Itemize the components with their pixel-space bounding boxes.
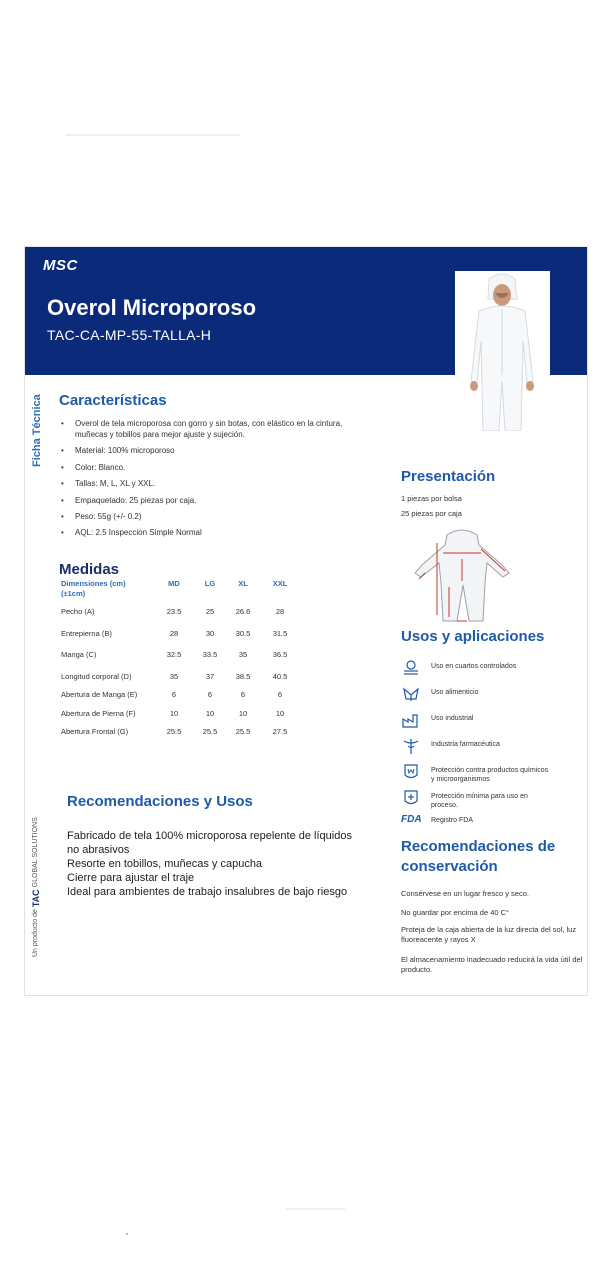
- table-cell: 35: [169, 672, 179, 681]
- product-photo: [455, 271, 550, 431]
- caracteristicas-list: [61, 419, 401, 545]
- table-cell: 10: [205, 709, 215, 718]
- recomendaciones-list: [67, 829, 377, 899]
- conservation-line: Consérvese en un lugar fresco y seco.: [401, 889, 529, 898]
- product-title: Overol Microporoso: [47, 295, 257, 320]
- table-cell: 25.5: [202, 727, 218, 736]
- table-cell: 10: [169, 709, 179, 718]
- use-label: Uso en cuartos controlados: [431, 663, 517, 670]
- list-item: • Color: Blanco.: [61, 463, 401, 479]
- list-item: Fabricado de tela 100% microporosa repelente de líquidos: [67, 830, 352, 842]
- fda-icon: FDA: [401, 814, 422, 825]
- byline-brand: TAC: [31, 889, 41, 908]
- list-item: • Tallas: M, L, XL y XXL.: [61, 479, 401, 495]
- table-cell: 6: [171, 690, 177, 699]
- column-header: XXL: [272, 579, 288, 588]
- table-cell: 26.6: [235, 607, 251, 616]
- use-label: Protección contra productos químicos y microorganismos: [431, 767, 549, 783]
- table-cell: 28: [275, 607, 285, 616]
- byline-suffix: GLOBAL SOLUTIONS: [32, 817, 39, 888]
- list-item: Cierre para ajustar el traje: [67, 872, 195, 884]
- table-cell: 37: [205, 672, 215, 681]
- table-cell: 10: [238, 709, 248, 718]
- table-cell: 25: [205, 607, 215, 616]
- list-item: • Peso: 55g (+/- 0.2): [61, 512, 401, 528]
- table-cell: 27.5: [272, 727, 288, 736]
- table-cell: 33.5: [202, 650, 218, 659]
- list-item: • Empaquetado: 25 piezas por caja.: [61, 496, 401, 512]
- chemical-shield-icon: [401, 763, 421, 781]
- table-cell: 6: [277, 690, 283, 699]
- caduceus-icon: [401, 737, 421, 755]
- column-header: MD: [168, 579, 180, 588]
- use-label: Uso alimenticio: [431, 689, 479, 696]
- brand-byline: [31, 807, 41, 967]
- row-label: Longitud corporal (D): [61, 672, 132, 681]
- row-label: Manga (C): [61, 650, 97, 659]
- table-cell: 23.5: [166, 607, 182, 616]
- table-cell: 28: [169, 629, 179, 638]
- recomendaciones-heading: Recomendaciones y Usos: [67, 793, 253, 810]
- table-cell: 40.5: [272, 672, 288, 681]
- use-label: Uso industrial: [431, 715, 474, 722]
- use-label: Registro FDA: [431, 817, 474, 824]
- use-label: Industria farmacéutica: [431, 741, 500, 748]
- bottom-divider: [285, 1208, 345, 1210]
- table-cell: 32.5: [166, 650, 182, 659]
- list-item: Ideal para ambientes de trabajo insalubres de bajo riesgo: [67, 886, 348, 898]
- clean-room-icon: [401, 659, 421, 677]
- row-label: Pecho (A): [61, 607, 95, 616]
- row-label: Entrepierna (B): [61, 629, 112, 638]
- minimal-shield-icon: [401, 789, 421, 807]
- datasheet: [24, 246, 588, 996]
- medidas-heading: Medidas: [59, 561, 120, 578]
- list-item: Resorte en tobillos, muñecas y capucha: [67, 858, 263, 870]
- ficha-tecnica-label: Ficha Técnica: [31, 394, 43, 468]
- tolerance-label: (±1cm): [61, 589, 86, 598]
- row-label: Abertura de Pierna (F): [61, 709, 136, 718]
- row-label: Abertura de Manga (E): [61, 690, 138, 699]
- table-cell: 6: [207, 690, 213, 699]
- table-cell: 30: [205, 629, 215, 638]
- presentation-line: 1 piezas por bolsa: [401, 494, 462, 503]
- dimensions-label: Dimensiones (cm): [61, 579, 126, 588]
- table-cell: 25.5: [166, 727, 182, 736]
- caracteristicas-heading: Características: [59, 392, 167, 409]
- food-icon: [401, 685, 421, 703]
- list-item: muñecas y tobillos para mejor ajuste y sujeción.: [75, 430, 245, 439]
- table-cell: 38.5: [235, 672, 251, 681]
- conservacion-heading: Recomendaciones de conservación: [401, 838, 556, 875]
- dimensions-subhead: [61, 579, 126, 599]
- table-cell: 35: [238, 650, 248, 659]
- brand-logo: MSC: [43, 257, 78, 274]
- presentacion-heading: Presentación: [401, 468, 496, 485]
- usos-heading: Usos y aplicaciones: [401, 628, 545, 645]
- list-item: • Overol de tela microporosa con gorro y sin botas, con elástico en la cintura,: [61, 419, 401, 430]
- table-cell: 6: [240, 690, 246, 699]
- presentation-line: 25 piezas por caja: [401, 509, 462, 518]
- row-label: Abertura Frontal (G): [61, 727, 129, 736]
- list-item: no abrasivos: [67, 844, 130, 856]
- table-cell: 25.5: [235, 727, 251, 736]
- list-item: • Material: 100% microporoso: [61, 446, 401, 462]
- column-header: LG: [204, 579, 216, 588]
- coverall-measurement-diagram: [407, 525, 517, 625]
- table-cell: 30.5: [235, 629, 251, 638]
- conservation-line: El almacenamiento inadecuado reducirá la vida útil del producto.: [401, 955, 583, 974]
- top-divider: [65, 134, 240, 136]
- page-dot: [126, 1233, 128, 1235]
- column-header: XL: [238, 579, 248, 588]
- conservation-line: No guardar por encima de 40 C°: [401, 908, 510, 917]
- factory-icon: [401, 711, 421, 729]
- table-cell: 10: [275, 709, 285, 718]
- use-label: Protección mínima para uso en proceso.: [431, 793, 528, 809]
- table-cell: 31.5: [272, 629, 288, 638]
- product-code: TAC-CA-MP-55-TALLA-H: [47, 327, 212, 343]
- table-cell: 36.5: [272, 650, 288, 659]
- conservation-line: Proteja de la caja abierta de la luz directa del sol, luz fluoreacente y rayos X: [401, 925, 577, 944]
- byline-prefix: Un producto de: [32, 909, 39, 957]
- list-item: • AQL: 2.5 Inspeccion Simple Normal: [61, 528, 401, 544]
